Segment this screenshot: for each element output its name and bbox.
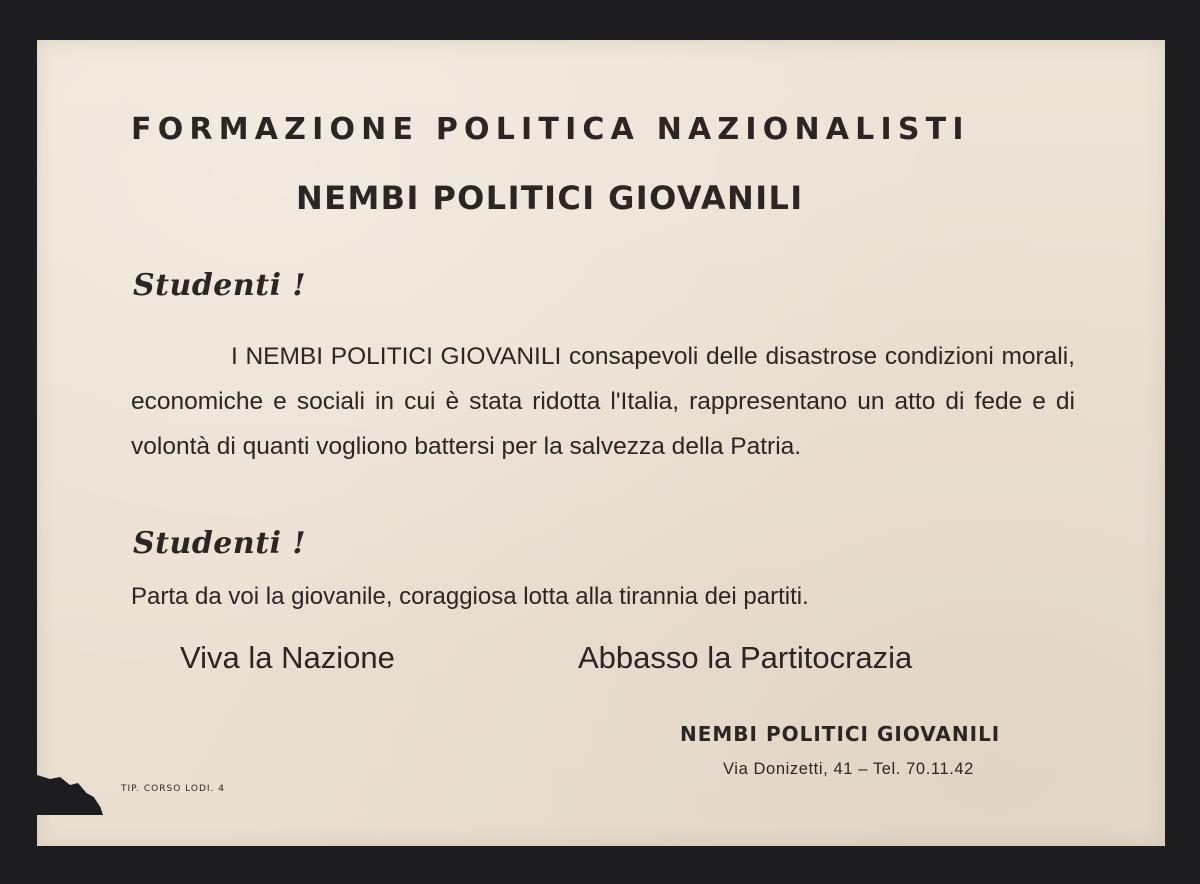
signature: NEMBI POLITICI GIOVANILI xyxy=(680,722,1001,746)
call-to-action: Parta da voi la giovanile, coraggiosa lotta alla tirannia dei partiti. xyxy=(131,583,809,610)
body-paragraph-text: I NEMBI POLITICI GIOVANILI consapevoli delle disastrose condizioni morali, economiche e sociali in cui è stata ridotta l'Italia, rappresentano un atto di fede e di volontà di quanti vogliono battersi per la salvezza della Patria. xyxy=(131,343,1075,460)
header-organization: FORMAZIONE POLITICA NAZIONALISTI xyxy=(131,112,970,147)
header-group-name: NEMBI POLITICI GIOVANILI xyxy=(296,179,804,217)
salutation-first: Studenti ! xyxy=(133,268,307,303)
printer-mark: TIP. CORSO LODI. 4 xyxy=(121,784,225,794)
body-paragraph xyxy=(131,334,1075,469)
address-line: Via Donizetti, 41 – Tel. 70.11.42 xyxy=(723,760,974,778)
salutation-second: Studenti ! xyxy=(133,526,307,561)
slogan-left: Viva la Nazione xyxy=(180,640,395,675)
flyer-sheet xyxy=(37,40,1165,846)
torn-corner xyxy=(37,775,103,815)
slogan-right: Abbasso la Partitocrazia xyxy=(578,640,913,675)
